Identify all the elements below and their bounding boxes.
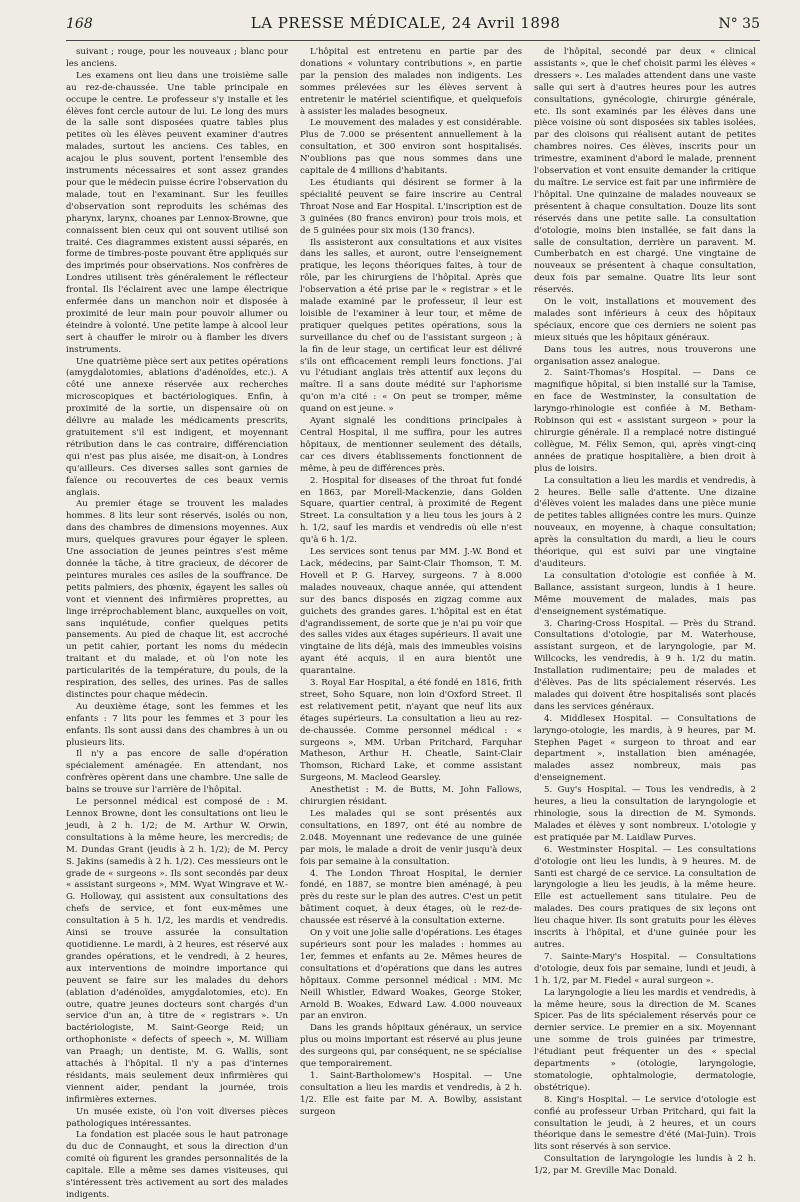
journal-title: LA PRESSE MÉDICALE, 24 Avril 1898 [250,14,561,32]
paragraph: On y voit une jolie salle d'opérations. Les étages supérieurs sont pour les malades : hommes au 1er, femmes et enfants au 2e. Mêmes heures de consultations et d'opérations que dans les autres hôpitaux. Comme personnel médical : MM. Mc Neill Whistler, Edward Woakes, George Stoker, Arnold B. Woakes, Edward Law. 4.000 nouveaux par an environ. [300,928,522,1022]
paragraph: de l'hôpital, secondé par deux « clinical assistants », que le chef choisit parmi les élèves « dressers ». Les malades attendent dans une vaste salle qui sert à d'autres heures pour les autres consultations, gynécologie, chirurgie générale, etc. Ils sont examinés par les élèves dans une pièce voisine où sont disposées six tables isolées, par des cloisons qui réalisent autant de petites chambres noires. Ces élèves, inscrits pour un trimestre, examinent d'abord le malade, prennent l'observation et vont ensuite demander la critique du maître. Le service est fait par une infirmière de l'hôpital. Une quinzaine de malades nouveaux se présentent à chaque consultation. Douze lits sont réservés dans une petite salle. La consultation d'otologie, moins bien installée, se fait dans la salle de consultation, derrière un paravent. M. Cumberbatch en est chargé. Une vingtaine de nouveaux se présentent à chaque consultation, deux fois par semaine. Quatre lits leur sont réservés. [534,47,756,296]
paragraph: Ils assisteront aux consultations et aux visites dans les salles, et auront, outre l'enseignement pratique, les leçons théoriques faites, à tour de rôle, par les chirurgiens de l'hôpital. Après que l'observation a été prise par le « registrar » et le malade examiné par le professeur, il leur est loisible de l'examiner à leur tour, et même de pratiquer quelques petites opérations, sous la surveillance du chef ou de l'assistant surgeon ; à la fin de leur stage, un certificat leur est délivré s'ils ont efficacement rempli leurs fonctions. J'ai vu l'étudiant anglais très attentif aux leçons du maître. Il a sans doute médité sur l'aphorisme qu'on m'a cité : « On peut se tromper, même quand on est jeune. » [300,237,522,415]
issue-number: N° 35 [718,16,760,32]
page-number: 168 [66,16,93,32]
paragraph: Une quatrième pièce sert aux petites opérations (amygdalotomies, ablations d'adénoïdes, etc.). A côté une annexe réservée aux recherches microscopiques et bactériologiques. Enfin, à proximité de la sortie, un dispensaire où on délivre au malade les médicaments prescrits, gratuitement s'il est indigent, et moyennant rétribution dans le cas contraire, différenciation qui n'est pas plus aisée, me disait-on, à Londres qu'ailleurs. Ces diverses salles sont garnies de faïence ou recouvertes de ces beaux vernis anglais. [66,356,288,498]
paragraph: On le voit, installations et mouvement des malades sont inférieurs à ceux des hôpitaux spéciaux, encore que ces derniers ne soient pas mieux situés que les hôpitaux généraux. [534,297,756,343]
paragraph: L'hôpital est entretenu en partie par des donations « voluntary contributions », en partie par la pension des malades non indigents. Les sommes prélevées sur les élèves servent à entretenir le matériel scientifique, et quelquefois à assister les malades besogneux. [300,47,522,117]
paragraph: Dans les grands hôpitaux généraux, un service plus ou moins important est réservé au plus jeune des surgeons qui, par conséquent, ne se spécialise que temporairement. [300,1023,522,1070]
paragraph: 7. Sainte-Mary's Hospital. — Consultations d'otologie, deux fois par semaine, lundi et jeudi, à 1 h. 1/2, par M. Fiedel « aural surgeon ». [534,951,756,986]
column-middle [300,47,522,1117]
paragraph: 3. Charing-Cross Hospital. — Près du Strand. Consultations d'otologie, par M. Waterhouse, assistant surgeon, et de laryngologie, par M. Willcocks, les vendredis, à 9 h. 1/2 du matin. Installation rudimentaire; peu de malades et d'élèves. Pas de lits spécialement réservés. Les malades qui doivent être hospitalisés sont placés dans les services généraux. [534,618,756,712]
paragraph: 2. Saint-Thomas's Hospital. — Dans ce magnifique hôpital, si bien installé sur la Tamise, en face de Westminster, la consultation de laryngo-rhinologie est confiée à M. Betham-Robinson qui est « assistant surgeon » pour la chirurgie générale. Il a remplacé notre distingué collègue, M. Félix Semon, qui, après vingt-cinq années de pratique hospitalière, a bien droit à plus de loisirs. [534,368,756,474]
paragraph: 6. Westminster Hospital. — Les consultations d'otologie ont lieu les lundis, à 9 heures. M. de Santi est chargé de ce service. La consultation de laryngologie a lieu les jeudis, à la même heure. Elle est actuellement sans titulaire. Peu de malades. Des cours pratiques de six leçons ont lieu chaque hiver. Ils sont gratuits pour les élèves inscrits à l'hôpital, et d'une guinée pour les autres. [534,844,756,950]
paragraph: La laryngologie a lieu les mardis et vendredis, à la même heure, sous la direction de M. Scanes Spicer. Pas de lits spécialement réservés pour ce dernier service. Le premier en a six. Moyennant une somme de trois guinées par trimestre, l'étudiant peut fréquenter un des « special departments » (otologie, laryngologie, stomatologie, ophtalmologie, dermatologie, obstétrique). [534,987,756,1093]
paragraph: La fondation est placée sous le haut patronage du duc de Connaught, et sous la direction d'un comité où figurent les grandes personnalités de la capitale. Elle a même ses dames visiteuses, qui s'intéressent très activement au sort des malades indigents. [66,1130,288,1200]
text-columns [66,47,760,1200]
paragraph: 1. Saint-Bartholomew's Hospital. — Une consultation a lieu les mardis et vendredis, à 2 h. 1/2. Elle est faite par M. A. Bowlby, assistant surgeon [300,1070,522,1117]
paragraph: suivant ; rouge, pour les nouveaux ; blanc pour les anciens. [66,47,288,69]
paragraph: Les malades qui se sont présentés aux consultations, en 1897, ont été au nombre de 2.048. Moyennant une redevance de une guinée par mois, le malade a droit de venir jusqu'à deux fois par semaine à la consultation. [300,809,522,867]
column-right [534,47,756,1177]
paragraph: Le personnel médical est composé de : M. Lennox Browne, dont les consultations ont lieu le jeudi, à 2 h. 1/2; de M. Arthur W. Orwin, consultations à la même heure, les mercredis; de M. Dundas Grant (jeudis à 2 h. 1/2); de M. Percy S. Jakins (samedis à 2 h. 1/2). Ces messieurs ont le grade de « surgeons ». Ils sont secondés par deux « assistant surgeons », MM. Wyat Wingrave et W.-G. Holloway, qui assistent aux consultations des chefs de service, et font eux-mêmes une consultation à 5 h. 1/2, les mardis et vendredis. Ainsi se trouve assurée la consultation quotidienne. Le mardi, à 2 heures, est réservé aux grandes opérations, et le vendredi, à 2 heures, aux interventions de moindre importance qui peuvent se faire sur les malades du dehors (ablation d'adénoïdes, amygdalotomies, etc). En outre, quatre jeunes docteurs sont chargés d'un service d'un an, à titre de « registrars ». Un bactériologiste, M. Saint-George Reid; un orthophoniste « defects of speech », M. William van Praagh; un dentiste, M. G. Wallis, sont attachés à l'hôpital. Il n'y a pas d'internes résidants, mais seulement deux infirmières qui viennent aider, pendant la journée, trois infirmières externes. [66,797,288,1105]
paragraph: 2. Hospital for diseases of the throat fut fondé en 1863, par Morell-Mackenzie, dans Golden Square, quartier central, à proximité de Regent Street. La consultation y a lieu tous les jours à 2 h. 1/2, sauf les mardis et vendredis où elle n'est qu'à 6 h. 1/2. [300,475,522,546]
paragraph: La consultation a lieu les mardis et vendredis, à 2 heures. Belle salle d'attente. Une dizaine d'élèves voient les malades dans une pièce munie de petites tables allignées contre les murs. Quinze nouveaux, en moyenne, à chaque consultation; après la consultation du mardi, a lieu le cours théorique, qui est suivi par une vingtaine d'auditeurs. [534,475,756,569]
paragraph: 5. Guy's Hospital. — Tous les vendredis, à 2 heures, a lieu la consultation de laryngologie et rhinologie, sous la direction de M. Symonds. Malades et élèves y sont nombreux. L'otologie y est pratiquée par M. Laidlaw Purves. [534,785,756,843]
column-left [66,47,288,1200]
paragraph: Les étudiants qui désirent se former à la spécialité peuvent se faire inscrire au Central Throat Nose and Ear Hospital. L'inscription est de 3 guinées (80 francs environ) pour trois mois, et de 5 guinées pour six mois (130 francs). [300,177,522,236]
paragraph: 8. King's Hospital. — Le service d'otologie est confié au professeur Urban Pritchard, qui fait la consultation le jeudi, à 2 heures, et un cours théorique dans le semestre d'été (Mai-Juin). Trois lits sont réservés à son service. [534,1094,756,1153]
paragraph: 4. Middlesex Hospital. — Consultations de laryngo-otologie, les mardis, à 9 heures, par M. Stephen Paget « surgeon to throat and ear department », installation bien aménagée, malades assez nombreux, mais pas d'enseignement. [534,713,756,784]
paragraph: Il n'y a pas encore de salle d'opération spécialement aménagée. En attendant, nos confrères opèrent dans une chambre. Une salle de bains se trouve sur l'arrière de l'hôpital. [66,749,288,796]
paragraph: Dans tous les autres, nous trouverons une organisation assez analogue. [534,344,756,367]
paragraph: Le mouvement des malades y est considérable. Plus de 7.000 se présentent annuellement à la consultation, et 300 environ sont hospitalisés. N'oublions pas que nous sommes dans une capitale de 4 millions d'habitants. [300,118,522,177]
paragraph: Anesthetist : M. de Butts, M. John Fallows, chirurgien résidant. [300,785,522,808]
paragraph: Ayant signalé les conditions principales à Central Hospital, il me suffira, pour les autres hôpitaux, de mentionner seulement des détails, car ces divers établissements fonctionnent de même, à peu de différences près. [300,416,522,474]
paragraph: Au premier étage se trouvent les malades hommes. 8 lits leur sont réservés, isolés ou non, dans des chambres de dimensions moyennes. Aux murs, quelques gravures pour égayer le spleen. Une association de jeunes peintres s'est même donnée la tâche, à titre gracieux, de décorer de peintures murales ces asiles de la souffrance. De petits palmiers, des phœnix, égayent les salles où vont et viennent des infirmières proprettes, au linge irréprochablement blanc, auxquelles on voit, sans inquiétude, confier quelques petits pansements. Au pied de chaque lit, est accroché un petit cahier, portant les noms du médecin traitant et du malade, et où l'on note les particularités de la température, du pouls, de la respiration, des selles, des urines. Pas de salles distinctes pour chaque médecin. [66,499,288,700]
paragraph: Au deuxième étage, sont les femmes et les enfants : 7 lits pour les femmes et 3 pour les enfants. Ils sont aussi dans des chambres à un ou plusieurs lits. [66,701,288,748]
paragraph: Les services sont tenus par MM. J.-W. Bond et Lack, médecins, par Saint-Clair Thomson, T. M. Hovell et P. G. Harvey, surgeons. 7 à 8.000 malades nouveaux, chaque année, qui attendent sur des bancs disposés en zigzag comme aux guichets des grandes gares. L'hôpital est en état d'agrandissement, de sorte que je n'ai pu voir que des salles vides aux étages supérieurs. Il avait une vingtaine de lits déjà, mais des immeubles voisins ayant été acquis, il en aura bientôt une quarantaine. [300,547,522,677]
paragraph: Consultation de laryngologie les lundis à 2 h. 1/2, par M. Greville Mac Donald. [534,1154,756,1177]
paragraph: Un musée existe, où l'on voit diverses pièces pathologiques intéressantes. [66,1106,288,1129]
paragraph: 3. Royal Ear Hospital, a été fondé en 1816, frith street, Soho Square, non loin d'Oxford Street. Il est relativement petit, n'ayant que neuf lits aux étages supérieurs. La consultation a lieu au rez-de-chaussée. Comme personnel médical : « surgeons », MM. Urban Pritchard, Farquhar Matheson, Arthur H. Cheatle, Saint-Clair Thomson, Richard Lake, et comme assistant Surgeons, M. Macleod Gearsley. [300,678,522,784]
page-header [66,14,760,41]
paragraph: La consultation d'otologie est confiée à M. Ballance, assistant surgeon, lundis à 1 heure. Même mouvement de malades, mais pas d'enseignement systématique. [534,570,756,617]
paragraph: Les examens ont lieu dans une troisième salle au rez-de-chaussée. Une table principale en occupe le centre. Le professeur s'y installe et les élèves font cercle autour de lui. Le long des murs de la salle sont disposées quatre tables plus petites où les élèves peuvent examiner d'autres malades, surtout les anciens. Ces tables, en acajou le plus souvent, portent l'ensemble des instruments nécessaires et sont assez grandes pour que le médecin puisse écrire l'observation du malade, tout en l'examinant. Sur les feuilles d'observation sont reproduits les schémas des pharynx, larynx, choanes par Lennox-Browne, que connaissent bien ceux qui ont souvent utilisé son traité. Ces diagrammes existent aussi séparés, en forme de timbres-poste pouvant être appliqués sur des imprimés pour observations. Nos confrères de Londres utilisent très généralement le réflecteur frontal. Ils l'éclairent avec une lampe électrique enfermée dans un manchon noir et disposée à proximité de leur main pour pouvoir allumer ou éteindre à volonté. Une petite lampe à alcool leur sert à chauffer le miroir ou à flamber les divers instruments. [66,70,288,355]
paragraph: 4. The London Throat Hospital, le dernier fondé, en 1887, se montre bien aménagé, à peu près du reste sur le plan des autres. C'est un petit bâtiment coquet, à deux étages, où le rez-de-chaussée est réservé à la consultation externe. [300,868,522,927]
